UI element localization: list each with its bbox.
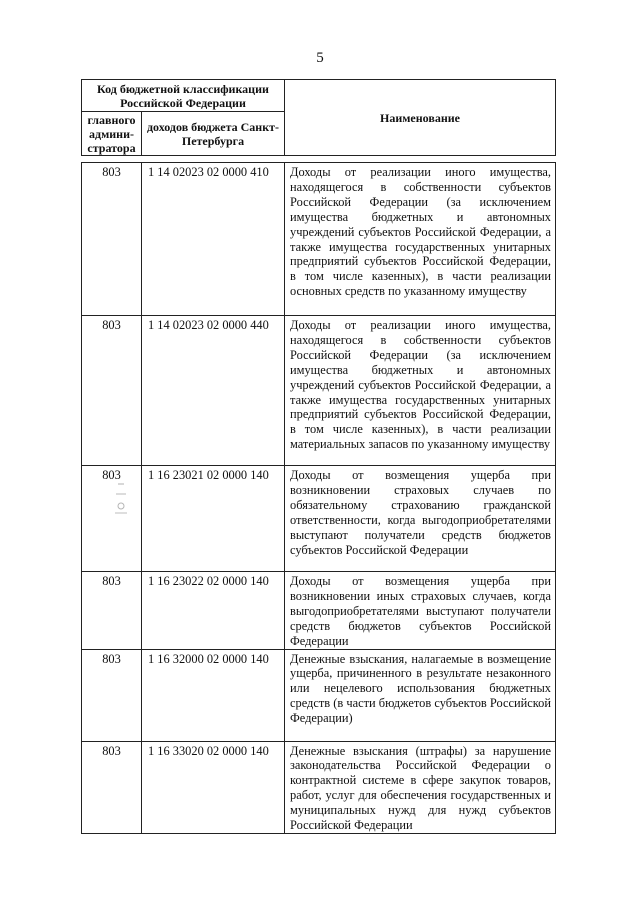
row-admin-code: 803 (82, 163, 142, 316)
row-name: Доходы от возмещения ущерба при возникновении страховых случаев по обязательному страхованию гражданской ответственности, когда выгодоприобретателями выступают получатели средств бюджетов субъектов Российской Федерации (285, 466, 556, 572)
faint-stamp-mark (110, 480, 132, 520)
table-row (82, 163, 556, 316)
row-income-code: 1 14 02023 02 0000 440 (142, 316, 285, 466)
row-income-code: 1 16 23022 02 0000 140 (142, 572, 285, 650)
row-name: Денежные взыскания (штрафы) за нарушение законодательства Российской Федерации о контрактной системе в сфере закупок товаров, работ, услуг для обеспечения государственных и муниципальных нужд для нужд субъектов Российской Федерации (285, 741, 556, 833)
row-name: Доходы от реализации иного имущества, находящегося в собственности субъектов Российской Федерации (за исключением имущества бюджетных и автономных учреждений субъектов Российской Федерации, а также имущества государственных унитарных предприятий субъектов Российской Федерации, в том числе казенных), в части реализации основных средств по указанному имуществу (285, 163, 556, 316)
row-admin-code: 803 (82, 316, 142, 466)
table-row (82, 316, 556, 466)
row-name: Доходы от реализации иного имущества, находящегося в собственности субъектов Российской Федерации (за исключением имущества бюджетных и автономных учреждений субъектов Российской Федерации, а также имущества государственных унитарных предприятий субъектов Российской Федерации, в том числе казенных), в части реализации материальных запасов по указанному имуществу (285, 316, 556, 466)
row-name: Доходы от возмещения ущерба при возникновении иных страховых случаев, когда выгодоприобретателями выступают получатели средств бюджетов субъектов Российской Федерации (285, 572, 556, 650)
header-group-title: Код бюджетной классификации Российской Федерации (82, 80, 285, 112)
row-admin-code: 803 (82, 741, 142, 833)
header-col-income: доходов бюджета Санкт-Петербурга (142, 112, 285, 156)
table-row (82, 649, 556, 741)
page-number: 5 (316, 50, 324, 66)
table-header (81, 79, 556, 156)
row-income-code: 1 14 02023 02 0000 410 (142, 163, 285, 316)
table-row (82, 741, 556, 833)
row-admin-code: 803 (82, 466, 142, 572)
table-row (82, 466, 556, 572)
table-row (82, 572, 556, 650)
row-income-code: 1 16 33020 02 0000 140 (142, 741, 285, 833)
row-income-code: 1 16 23021 02 0000 140 (142, 466, 285, 572)
row-admin-code: 803 (82, 649, 142, 741)
header-col-name: Наименование (285, 80, 556, 156)
budget-codes-table (81, 162, 556, 834)
header-col-admin: главного админи-стратора (82, 112, 142, 156)
row-admin-code: 803 (82, 572, 142, 650)
row-name: Денежные взыскания, налагаемые в возмещение ущерба, причиненного в результате незаконного или нецелевого использования бюджетных средств (в части бюджетов субъектов Российской Федерации) (285, 649, 556, 741)
row-income-code: 1 16 32000 02 0000 140 (142, 649, 285, 741)
